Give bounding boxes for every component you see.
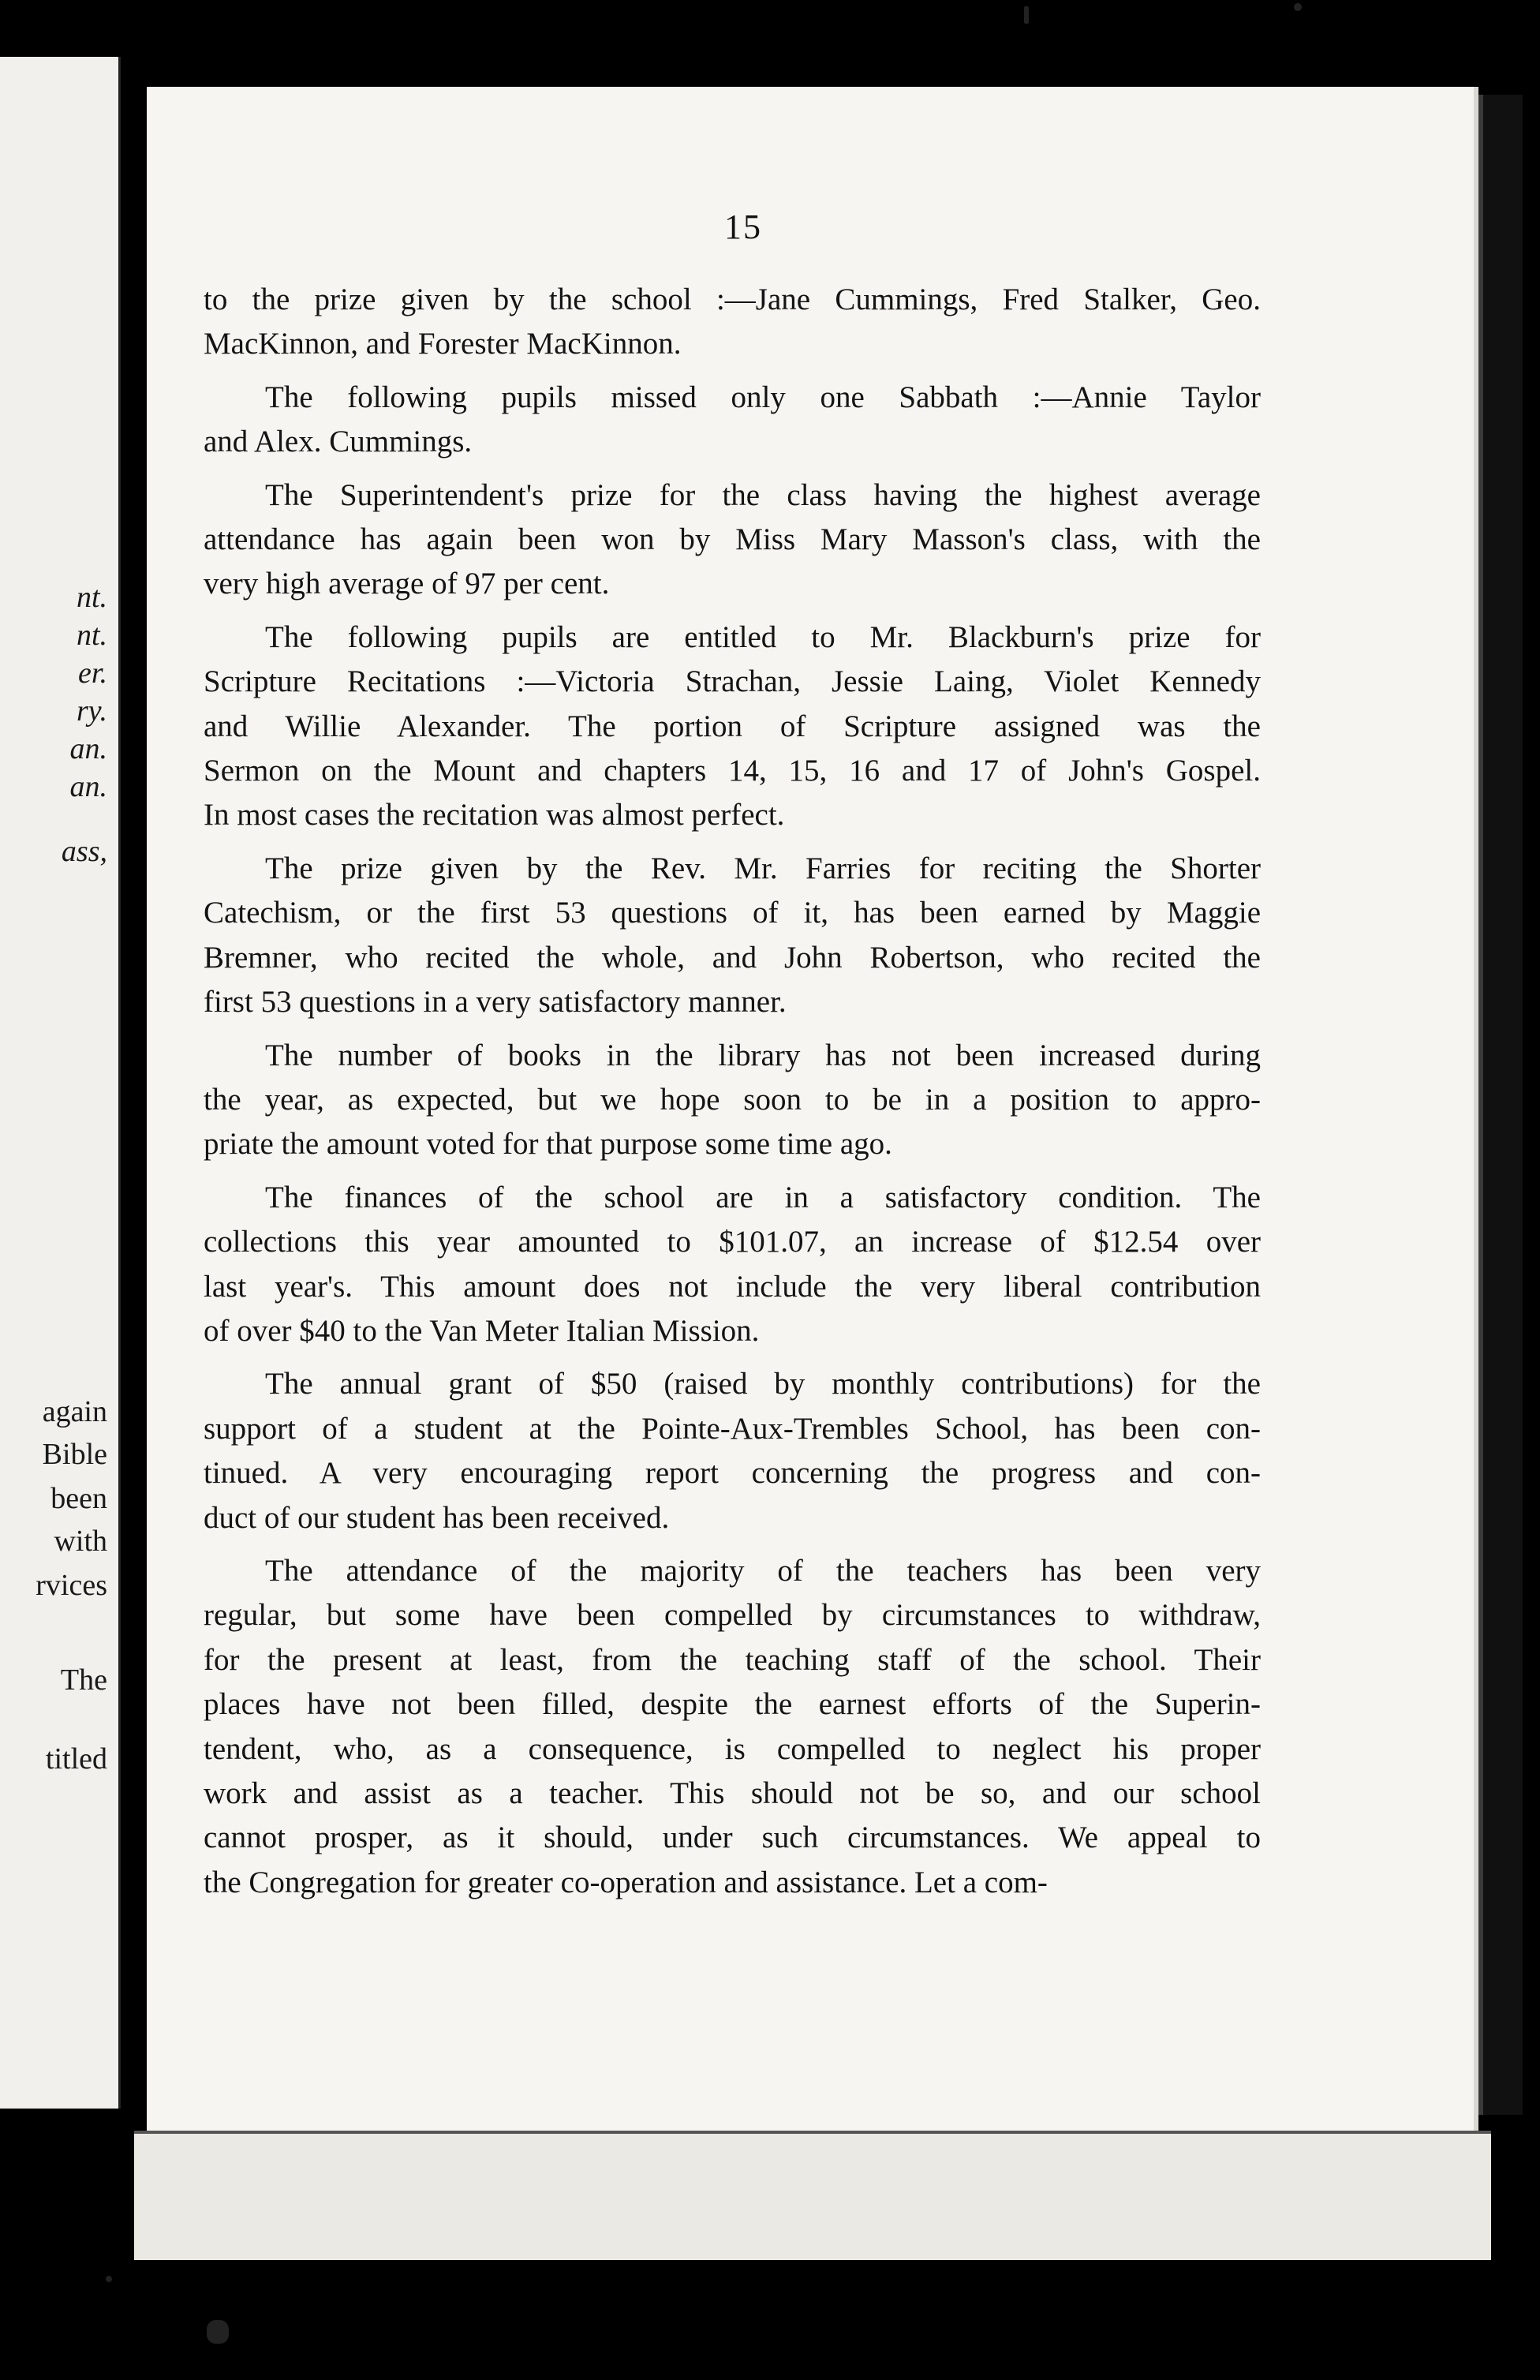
text-line: work and assist as a teacher. This should not be so, and our school <box>204 1776 1261 1810</box>
text-line: and Willie Alexander. The portion of Scripture assigned was the <box>204 709 1261 743</box>
paragraph <box>204 473 1261 607</box>
text-line: The finances of the school are in a satisfactory condition. The <box>265 1180 1261 1214</box>
text-line: Scripture Recitations :—Victoria Strachan, Jessie Laing, Violet Kennedy <box>204 664 1261 699</box>
facing-page-word: titled <box>45 1742 107 1776</box>
text-line: The following pupils missed only one Sabbath :—Annie Taylor <box>265 380 1261 414</box>
facing-page-word: ry. <box>76 694 107 728</box>
page-edge-shadow <box>1478 95 1523 2115</box>
text-line: and Alex. Cummings. <box>204 425 473 459</box>
text-line: places have not been filled, despite the earnest efforts of the Superin- <box>204 1687 1261 1722</box>
text-line: for the present at least, from the teaching staff of the school. Their <box>204 1642 1261 1677</box>
text-line: cannot prosper, as it should, under such circumstances. We appeal to <box>204 1821 1261 1855</box>
ink-speck <box>207 2320 229 2344</box>
facing-page-word: with <box>54 1525 107 1558</box>
text-line: the year, as expected, but we hope soon to be in a position to appro- <box>204 1082 1261 1117</box>
ink-speck <box>106 2276 112 2282</box>
body-text <box>204 278 1261 1914</box>
facing-page-word: ass, <box>61 835 107 868</box>
text-line: Sermon on the Mount and chapters 14, 15, 16 and 17 of John's Gospel. <box>204 754 1261 788</box>
text-line: tendent, who, as a consequence, is compelled to neglect his proper <box>204 1731 1261 1766</box>
facing-page-word: an. <box>69 732 107 765</box>
facing-page-word: an. <box>69 770 107 803</box>
text-line: In most cases the recitation was almost perfect. <box>204 798 785 833</box>
text-line: Catechism, or the first 53 questions of it, has been earned by Maggie <box>204 896 1261 930</box>
facing-page-word: Bible <box>42 1438 107 1471</box>
ink-speck <box>1024 6 1029 24</box>
page-bottom-edge <box>134 2131 1491 2260</box>
paragraph <box>204 847 1261 1025</box>
paragraph <box>204 616 1261 838</box>
text-line: last year's. This amount does not include the very liberal contribution <box>204 1269 1261 1304</box>
facing-page-word: again <box>42 1395 107 1428</box>
text-line: The following pupils are entitled to Mr. Blackburn's prize for <box>265 619 1261 654</box>
text-line: regular, but some have been compelled by circumstances to withdraw, <box>204 1598 1261 1633</box>
text-line: duct of our student has been received. <box>204 1500 670 1535</box>
facing-page-word: been <box>50 1482 107 1515</box>
text-line: first 53 questions in a very satisfactory manner. <box>204 985 787 1020</box>
facing-page-fragment <box>0 57 121 2109</box>
text-line: attendance has again been won by Miss Mary Masson's class, with the <box>204 522 1261 557</box>
text-line: MacKinnon, and Forester MacKinnon. <box>204 327 682 361</box>
paragraph <box>204 1034 1261 1167</box>
ink-speck <box>1294 3 1302 11</box>
text-line: of over $40 to the Van Meter Italian Mission. <box>204 1313 760 1348</box>
paragraph <box>204 278 1261 367</box>
text-line: The number of books in the library has not been increased during <box>265 1038 1261 1072</box>
text-line: priate the amount voted for that purpose some time ago. <box>204 1127 892 1162</box>
paragraph <box>204 1549 1261 1905</box>
text-line: The Superintendent's prize for the class having the highest average <box>265 477 1261 512</box>
text-line: support of a student at the Pointe-Aux-Trembles School, has been con- <box>204 1411 1261 1446</box>
page-number: 15 <box>724 208 762 246</box>
text-line: tinued. A very encouraging report concerning the progress and con- <box>204 1456 1261 1491</box>
text-line: to the prize given by the school :—Jane Cummings, Fred Stalker, Geo. <box>204 283 1261 316</box>
paragraph <box>204 376 1261 465</box>
text-line: The annual grant of $50 (raised by monthly contributions) for the <box>265 1367 1261 1401</box>
paragraph <box>204 1362 1261 1540</box>
facing-page-word: nt. <box>76 581 107 614</box>
text-line: The prize given by the Rev. Mr. Farries for reciting the Shorter <box>265 851 1261 885</box>
text-line: The attendance of the majority of the teachers has been very <box>265 1553 1261 1588</box>
facing-page-word: nt. <box>76 619 107 652</box>
facing-page-word: er. <box>78 657 107 690</box>
facing-page-word: rvices <box>36 1569 107 1602</box>
facing-page-word: The <box>60 1663 107 1697</box>
paragraph <box>204 1176 1261 1354</box>
text-line: the Congregation for greater co-operation and assistance. Let a com- <box>204 1865 1048 1899</box>
text-line: Bremner, who recited the whole, and John Robertson, who recited the <box>204 940 1261 975</box>
text-line: very high average of 97 per cent. <box>204 567 610 601</box>
text-line: collections this year amounted to $101.07, an increase of $12.54 over <box>204 1225 1261 1259</box>
